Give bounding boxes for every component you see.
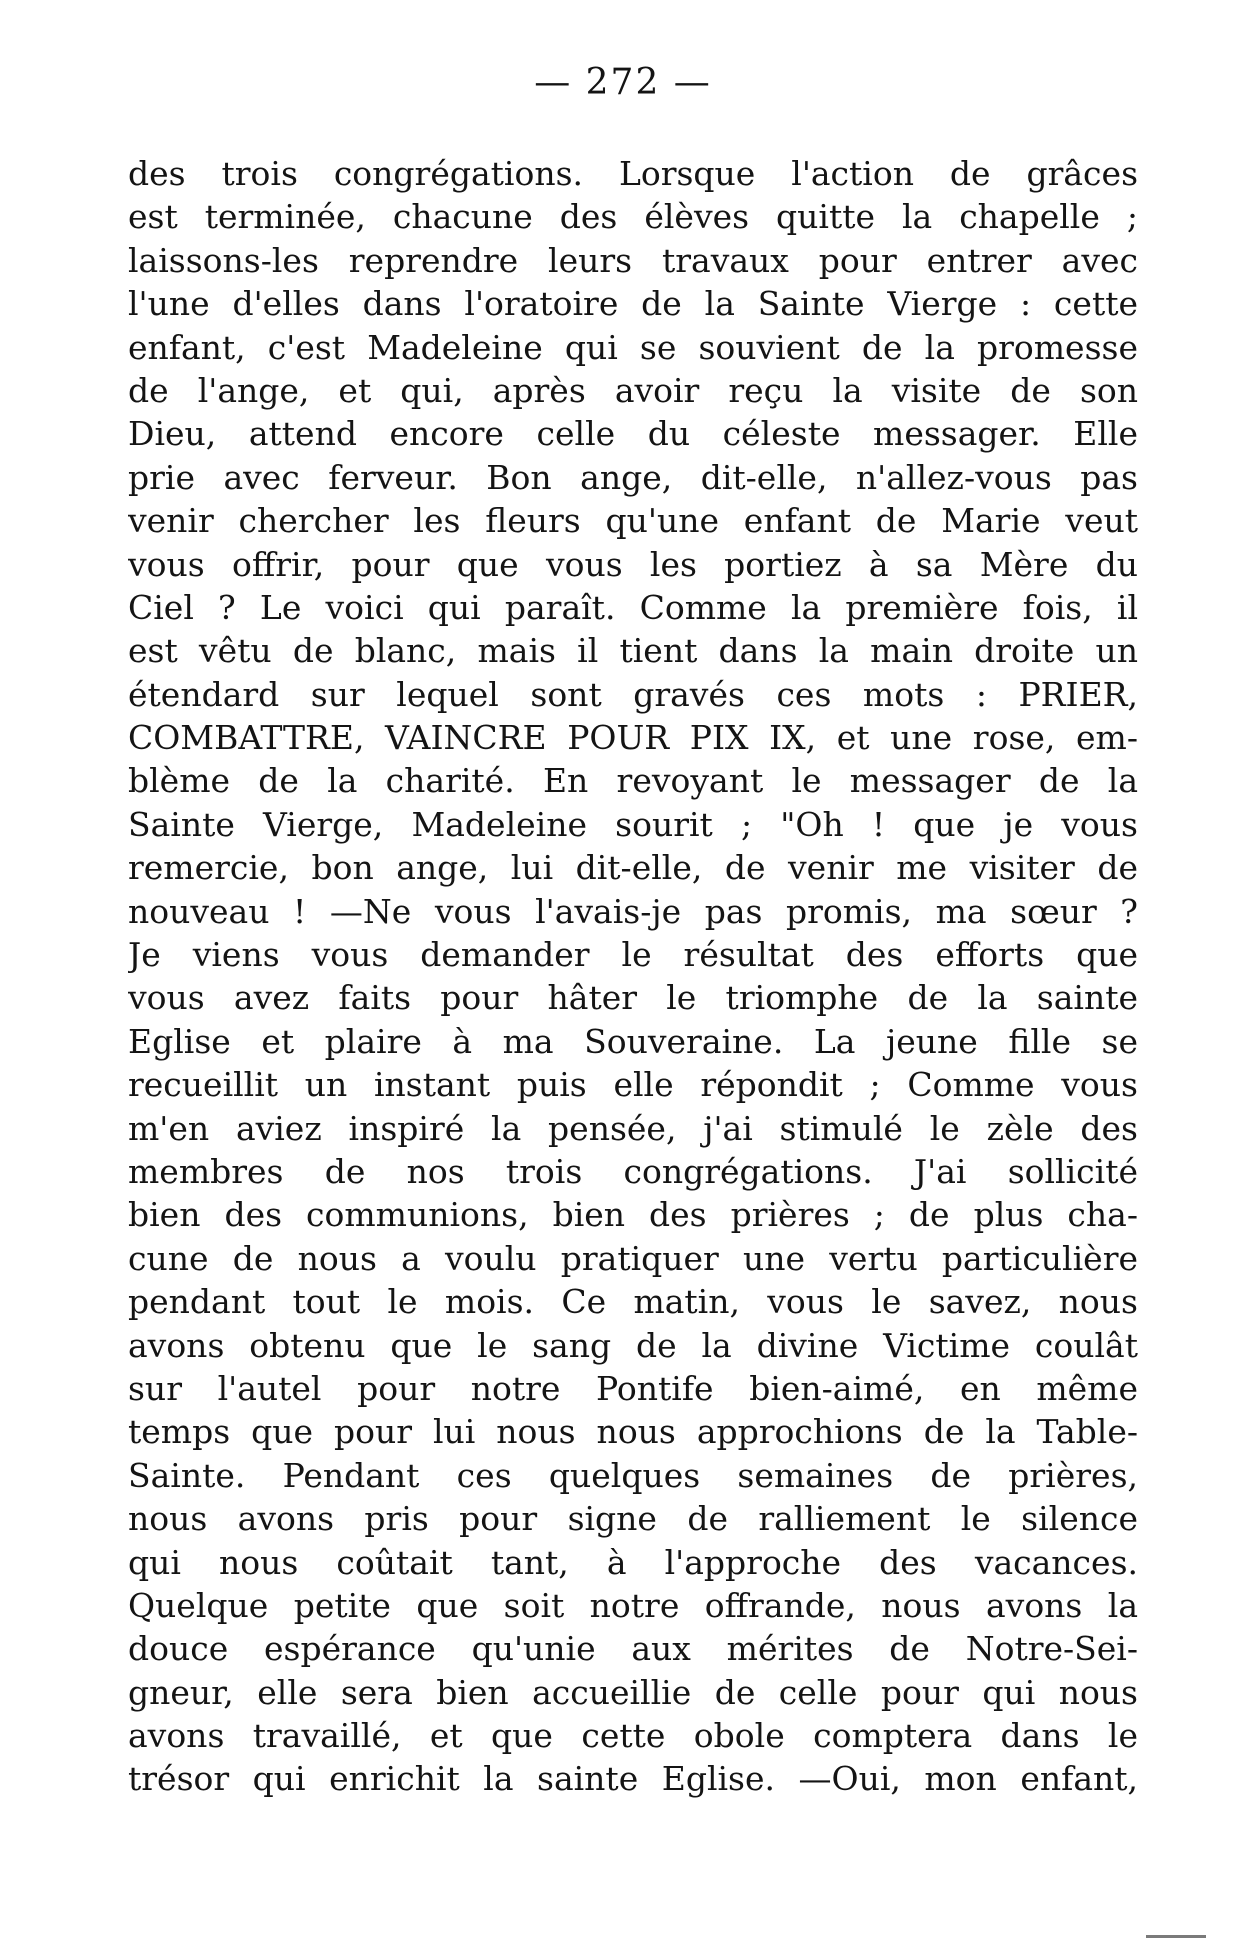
text-line: est terminée, chacune des élèves quitte la chapelle ;	[128, 197, 1138, 237]
text-line: venir chercher les fleurs qu'une enfant de Marie veut	[128, 501, 1138, 541]
text-line: Dieu, attend encore celle du céleste messager. Elle	[128, 414, 1138, 454]
text-line: membres de nos trois congrégations. J'ai sollicité	[128, 1151, 1138, 1191]
text-line: enfant, c'est Madeleine qui se souvient de la promesse	[128, 327, 1138, 367]
body-text	[128, 152, 1138, 1801]
text-line: de l'ange, et qui, après avoir reçu la visite de son	[128, 370, 1138, 410]
text-line: avons obtenu que le sang de la divine Victime coulât	[128, 1325, 1138, 1365]
text-line: Je viens vous demander le résultat des efforts que	[128, 935, 1138, 975]
text-line: étendard sur lequel sont gravés ces mots : PRIER,	[128, 674, 1138, 714]
text-line: pendant tout le mois. Ce matin, vous le savez, nous	[128, 1282, 1138, 1322]
text-line: cune de nous a voulu pratiquer une vertu particulière	[128, 1238, 1138, 1278]
text-line: prie avec ferveur. Bon ange, dit-elle, n'allez-vous pas	[128, 457, 1138, 497]
text-line: des trois congrégations. Lorsque l'action de grâces	[128, 154, 1138, 193]
text-line: gneur, elle sera bien accueillie de celle pour qui nous	[128, 1672, 1138, 1712]
text-line: vous avez faits pour hâter le triomphe de la sainte	[128, 978, 1138, 1018]
text-line: trésor qui enrichit la sainte Eglise. —Oui, mon enfant,	[128, 1759, 1138, 1799]
text-line: recueillit un instant puis elle répondit ; Comme vous	[128, 1065, 1138, 1105]
text-line: nous avons pris pour signe de ralliement le silence	[128, 1499, 1138, 1539]
text-line: nouveau ! —Ne vous l'avais-je pas promis, ma sœur ?	[128, 891, 1138, 931]
text-line: laissons-les reprendre leurs travaux pour entrer avec	[128, 240, 1138, 280]
text-line: Sainte Vierge, Madeleine sourit ; "Oh ! que je vous	[128, 804, 1138, 844]
text-line: l'une d'elles dans l'oratoire de la Sainte Vierge : cette	[128, 284, 1138, 324]
text-line: temps que pour lui nous nous approchions de la Table-	[128, 1412, 1138, 1452]
text-line: avons travaillé, et que cette obole comptera dans le	[128, 1716, 1138, 1756]
text-line: douce espérance qu'unie aux mérites de Notre-Sei-	[128, 1629, 1138, 1669]
text-line: remercie, bon ange, lui dit-elle, de venir me visiter de	[128, 848, 1138, 888]
page-number: — 272 —	[534, 62, 712, 103]
text-line: est vêtu de blanc, mais il tient dans la main droite un	[128, 631, 1138, 671]
text-line: Sainte. Pendant ces quelques semaines de prières,	[128, 1455, 1138, 1495]
text-line: Quelque petite que soit notre offrande, nous avons la	[128, 1585, 1138, 1625]
text-line: bien des communions, bien des prières ; de plus cha-	[128, 1195, 1138, 1235]
text-line: blème de la charité. En revoyant le messager de la	[128, 761, 1138, 801]
text-line: qui nous coûtait tant, à l'approche des vacances.	[128, 1542, 1138, 1582]
page-edge-mark	[1146, 1935, 1206, 1944]
text-line: m'en aviez inspiré la pensée, j'ai stimulé le zèle des	[128, 1108, 1138, 1148]
text-line: COMBATTRE, VAINCRE POUR PIX IX, et une rose, em-	[128, 718, 1138, 758]
text-line: vous offrir, pour que vous les portiez à sa Mère du	[128, 544, 1138, 584]
text-line: sur l'autel pour notre Pontife bien-aimé, en même	[128, 1368, 1138, 1408]
text-line: Eglise et plaire à ma Souveraine. La jeune fille se	[128, 1021, 1138, 1061]
text-line: Ciel ? Le voici qui paraît. Comme la première fois, il	[128, 587, 1138, 627]
